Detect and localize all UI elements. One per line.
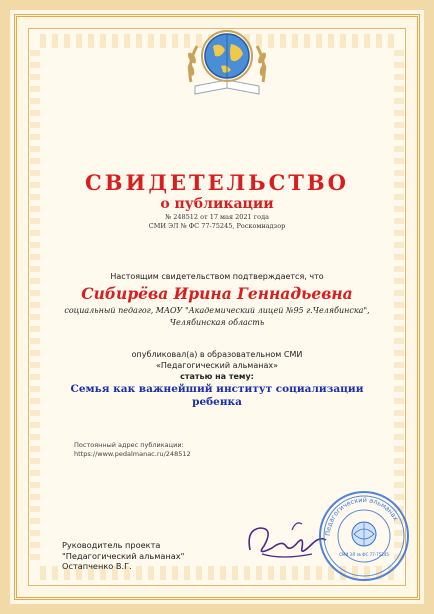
leader-role: Руководитель проекта: [62, 540, 161, 550]
globe-book-icon: [177, 24, 277, 104]
topic-line: ребенка: [192, 396, 242, 408]
confirmation-text: Настоящим свидетельством подтверждается, что: [110, 272, 324, 281]
position-line: социальный педагог, МАОУ "Академический лицей №95 г.Челябинска",: [64, 306, 370, 315]
registration-info: [10, 213, 424, 231]
topic-line: Семья как важнейший институт социализации: [70, 383, 364, 395]
address-link[interactable]: https://www.pedalmanac.ru/248512: [74, 450, 191, 458]
media-name: «Педагогический альманах»: [155, 361, 278, 370]
leader-name: Остапченко В.Г.: [62, 561, 132, 571]
address-label: Постоянный адрес публикации:: [74, 441, 184, 449]
recipient-position: [60, 305, 374, 329]
published-line: опубликовал(а) в образовательном СМИ: [131, 350, 303, 359]
region-line: Челябинская область: [169, 318, 265, 327]
publication-statement: [10, 349, 424, 371]
topic-label: статью на тему:: [180, 372, 254, 381]
recipient-name: Сибирёва Ирина Геннадьевна: [81, 284, 353, 303]
seal-stamp-icon: [318, 490, 410, 582]
leader-project: "Педагогический альманах": [62, 550, 185, 561]
ornament-left: [30, 50, 40, 564]
certificate-subtitle: о публикации: [160, 196, 274, 212]
article-topic: [70, 383, 364, 409]
media-registration: СМИ ЭЛ № ФС 77-75245, Роскомнадзор: [148, 222, 286, 230]
seal-center-text: СМИ ЭЛ № ФС 77-75245: [339, 552, 389, 557]
certificate-title: СВИДЕТЕЛЬСТВО: [85, 170, 349, 195]
project-leader: [62, 540, 184, 572]
publication-address: [74, 441, 191, 459]
seal-ring-text: Педагогический альманах: [323, 495, 400, 537]
certificate-number: № 248512 от 17 мая 2021 года: [165, 213, 269, 221]
ornament-right: [394, 50, 404, 564]
